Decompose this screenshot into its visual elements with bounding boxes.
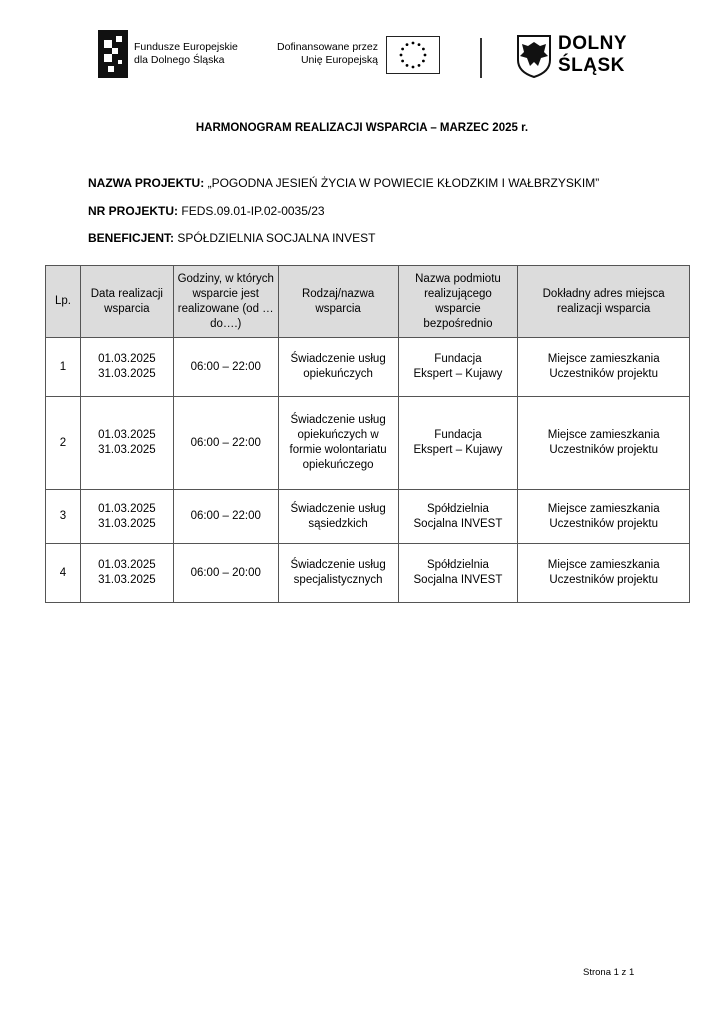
cell-date (80, 490, 173, 544)
project-number-label: NR PROJEKTU: (88, 204, 179, 218)
cell-lp: 1 (46, 338, 81, 397)
entity-line1: Spółdzielnia (426, 502, 489, 515)
table-row (46, 397, 690, 490)
logo-bar (98, 30, 646, 82)
dolny-slask-text (558, 33, 627, 77)
table-row (46, 544, 690, 603)
dof-line1: Dofinansowane przez (277, 41, 378, 53)
fundusze-europejskie-logo-icon (98, 30, 128, 78)
date-from: 01.03.2025 (98, 502, 156, 515)
date-from: 01.03.2025 (98, 429, 156, 441)
entity-line2: Socjalna INVEST (413, 574, 503, 586)
project-number-line (88, 204, 325, 218)
cell-lp: 4 (46, 544, 81, 603)
entity-line1: Fundacja (434, 429, 482, 441)
header-entity: Nazwa podmiotu realizującego wsparcie bezpośrednio (398, 266, 518, 338)
cell-entity (398, 544, 518, 603)
cell-entity (398, 338, 518, 397)
entity-line2: Socjalna INVEST (413, 517, 503, 530)
date-to: 31.03.2025 (98, 574, 156, 586)
project-name-label: NAZWA PROJEKTU: (88, 176, 205, 190)
entity-line2: Ekspert – Kujawy (413, 444, 503, 456)
project-number-value: FEDS.09.01-IP.02-0035/23 (181, 204, 325, 218)
cell-entity (398, 397, 518, 490)
cofinanced-text (266, 41, 378, 67)
cell-type: Świadczenie usług sąsiedzkich (278, 490, 398, 544)
header-address: Dokładny adres miejsca realizacji wsparcia (518, 266, 690, 338)
header-lp: Lp. (46, 266, 81, 338)
table-header-row (46, 266, 690, 338)
cell-hours: 06:00 – 22:00 (173, 338, 278, 397)
cell-entity (398, 490, 518, 544)
header-hours: Godziny, w których wsparcie jest realizowane (od … do….) (173, 266, 278, 338)
ds-line1: DOLNY (558, 33, 627, 54)
project-name-value: „POGODNA JESIEŃ ŻYCIA W POWIECIE KŁODZKIM I WAŁBRZYSKIM” (207, 176, 600, 190)
dof-line2: Unię Europejską (300, 54, 378, 66)
logo-separator (480, 38, 482, 78)
header-type: Rodzaj/nazwa wsparcia (278, 266, 398, 338)
eu-flag-icon (386, 36, 440, 74)
date-from: 01.03.2025 (98, 353, 156, 365)
cell-date (80, 338, 173, 397)
entity-line2: Ekspert – Kujawy (413, 368, 503, 380)
address-line2: Uczestników projektu (549, 368, 658, 380)
fe-line2: dla Dolnego Śląska (134, 54, 225, 66)
ds-line2: ŚLĄSK (558, 55, 625, 76)
address-line2: Uczestników projektu (549, 444, 658, 456)
entity-line1: Spółdzielnia (426, 559, 489, 571)
address-line1: Miejsce zamieszkania (547, 502, 660, 515)
date-to: 31.03.2025 (98, 517, 156, 530)
cell-address (518, 397, 690, 490)
address-line2: Uczestników projektu (549, 517, 658, 530)
entity-line1: Fundacja (434, 353, 482, 365)
cell-address (518, 338, 690, 397)
dolny-slask-crest-icon (516, 34, 552, 78)
cell-hours: 06:00 – 22:00 (173, 397, 278, 490)
cell-lp: 3 (46, 490, 81, 544)
cell-date (80, 397, 173, 490)
cell-type: Świadczenie usług opiekuńczych w formie wolontariatu opiekuńczego (278, 397, 398, 490)
beneficiary-label: BENEFICJENT: (88, 231, 175, 245)
address-line1: Miejsce zamieszkania (547, 429, 660, 441)
document-title: HARMONOGRAM REALIZACJI WSPARCIA – MARZEC 2025 r. (195, 122, 529, 134)
cell-hours: 06:00 – 20:00 (173, 544, 278, 603)
cell-type: Świadczenie usług opiekuńczych (278, 338, 398, 397)
date-to: 31.03.2025 (98, 368, 156, 380)
cell-lp: 2 (46, 397, 81, 490)
date-to: 31.03.2025 (98, 444, 156, 456)
address-line1: Miejsce zamieszkania (547, 559, 660, 571)
cell-type: Świadczenie usług specjalistycznych (278, 544, 398, 603)
beneficiary-line (88, 231, 375, 245)
date-from: 01.03.2025 (98, 559, 156, 571)
table-row (46, 338, 690, 397)
table-row (46, 490, 690, 544)
page-number: Strona 1 z 1 (583, 967, 635, 978)
address-line2: Uczestników projektu (549, 574, 658, 586)
cell-address (518, 544, 690, 603)
fe-line1: Fundusze Europejskie (134, 41, 238, 53)
project-name-line (88, 176, 599, 190)
beneficiary-value: SPÓŁDZIELNIA SOCJALNA INVEST (177, 231, 376, 245)
cell-date (80, 544, 173, 603)
cell-hours: 06:00 – 22:00 (173, 490, 278, 544)
header-date: Data realizacji wsparcia (80, 266, 173, 338)
schedule-table (45, 265, 690, 603)
address-line1: Miejsce zamieszkania (547, 353, 660, 365)
fe-logo-text (134, 41, 238, 67)
cell-address (518, 490, 690, 544)
